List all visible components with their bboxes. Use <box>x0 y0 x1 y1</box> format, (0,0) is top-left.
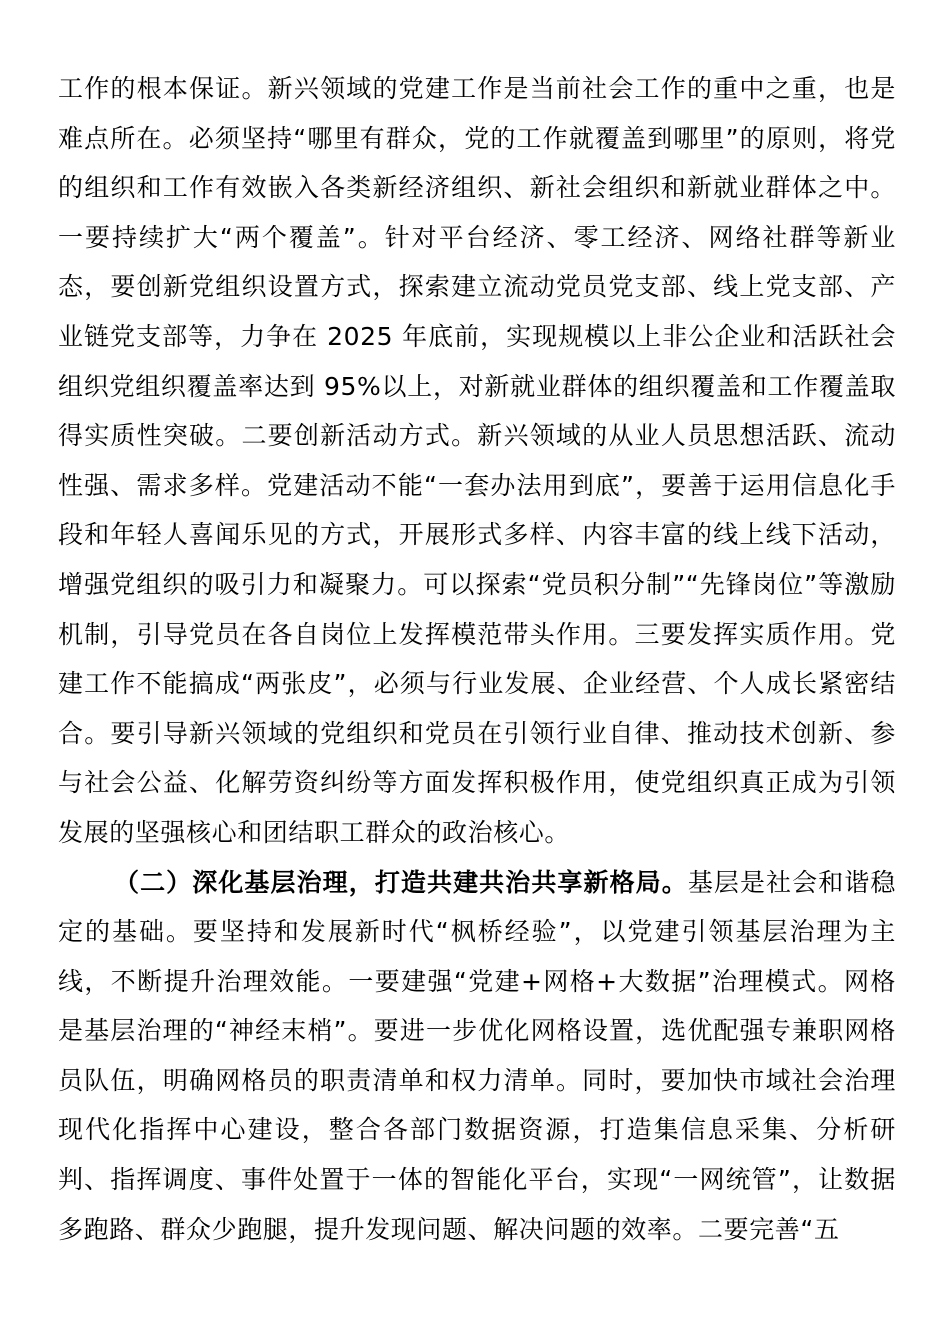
paragraph-2-text: 基层是社会和谐稳定的基础。要坚持和发展新时代“枫桥经验”，以党建引领基层治理为主线，不断提升治理效能。一要建强“党建+网格+大数据”治理模式。网格是基层治理的“神经末梢”。要进一步优化网格设置，选优配强专兼职网格员队伍，明确网格员的职责清单和权力清单。同时，要加快市域社会治理现代化指挥中心建设，整合各部门数据资源，打造集信息采集、分析研判、指挥调度、事件处置于一体的智能化平台，实现“一网统管”，让数据多跑路、群众少跑腿，提升发现问题、解决问题的效率。二要完善“五 <box>58 867 896 1244</box>
document-page <box>58 64 896 1254</box>
section-heading: （二）深化基层治理，打造共建共治共享新格局。 <box>114 867 688 897</box>
paragraph-1-text: 工作的根本保证。新兴领域的党建工作是当前社会工作的重中之重，也是难点所在。必须坚持“哪里有群众，党的工作就覆盖到哪里”的原则，将党的组织和工作有效嵌入各类新经济组织、新社会组织和新就业群体之中。一要持续扩大“两个覆盖”。针对平台经济、零工经济、网络社群等新业态，要创新党组织设置方式，探索建立流动党员党支部、线上党支部、产业链党支部等，力争在 2025 年底前，实现规模以上非公企业和活跃社会组织党组织覆盖率达到 95%以上，对新就业群体的组织覆盖和工作覆盖取得实质性突破。二要创新活动方式。新兴领域的从业人员思想活跃、流动性强、需求多样。党建活动不能“一套办法用到底”，要善于运用信息化手段和年轻人喜闻乐见的方式，开展形式多样、内容丰富的线上线下活动，增强党组织的吸引力和凝聚力。可以探索“党员积分制”“先锋岗位”等激励机制，引导党员在各自岗位上发挥模范带头作用。三要发挥实质作用。党建工作不能搞成“两张皮”，必须与行业发展、企业经营、个人成长紧密结合。要引导新兴领域的党组织和党员在引领行业自律、推动技术创新、参与社会公益、化解劳资纠纷等方面发挥积极作用，使党组织真正成为引领发展的坚强核心和团结职工群众的政治核心。 <box>58 74 896 847</box>
paragraph-2 <box>58 858 896 1255</box>
paragraph-1 <box>58 64 896 858</box>
